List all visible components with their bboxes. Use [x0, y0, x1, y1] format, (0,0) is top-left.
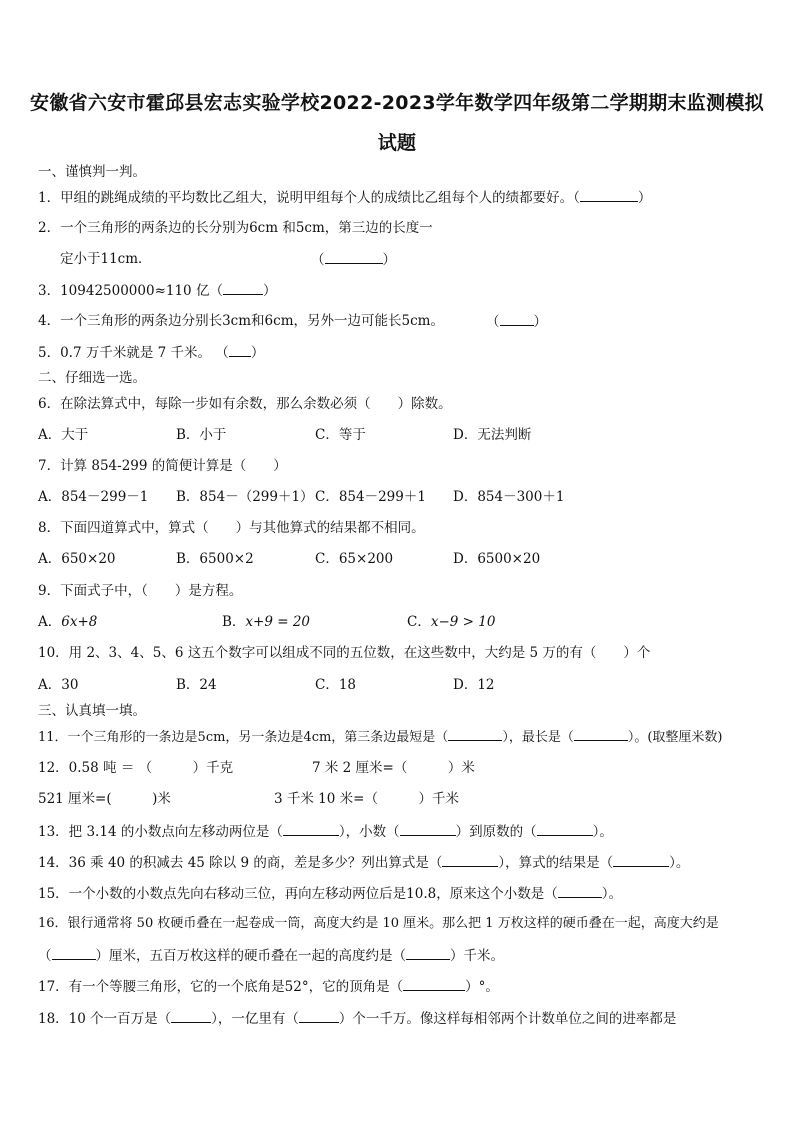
question-12: 12．0.58 吨 ＝ （ ）千克 [38, 760, 234, 776]
answer-blank[interactable] [223, 281, 263, 295]
answer-blank[interactable] [537, 822, 593, 836]
answer-blank[interactable] [283, 822, 339, 836]
answer-blank[interactable] [299, 1009, 339, 1023]
option-c[interactable]: C．854－299＋1 [315, 489, 426, 505]
question-7: 7．计算 854-299 的简便计算是（ ） [38, 458, 287, 474]
option-a[interactable]: A．854－299－1 [38, 489, 149, 505]
answer-blank[interactable] [52, 946, 96, 960]
option-d[interactable]: D．12 [453, 677, 495, 693]
option-d[interactable]: D．854－300＋1 [453, 489, 565, 505]
option-a[interactable]: A．大于 [38, 427, 89, 443]
question-13: 13．把 3.14 的小数点向左移动两位是（ ），小数（ ）到原数的（ ）。 [38, 824, 613, 840]
option-b[interactable]: B．6500×2 [176, 551, 254, 567]
question-8: 8．下面四道算式中，算式（ ）与其他算式的结果都不相同。 [38, 520, 425, 536]
question-16: 16．银行通常将 50 枚硬币叠在一起卷成一筒，高度大约是 10 厘米。那么把 1 万枚这样的硬币叠在一起，高度大约是 [38, 916, 719, 931]
question-12-part-2: 7 米 2 厘米=（ ）米 [312, 760, 475, 776]
question-3: 3．10942500000≈110 亿（ ） [38, 283, 277, 299]
question-12-part-3: 521 厘米=( )米 [38, 791, 171, 807]
answer-blank[interactable] [613, 853, 669, 867]
question-15: 15．一个小数的小数点先向右移动三位，再向左移动两位后是10.8，原来这个小数是（ ）。 [38, 886, 622, 902]
question-1: 1．甲组的跳绳成绩的平均数比乙组大，说明甲组每个人的成绩比乙组每个人的绩都要好。（ ） [38, 190, 652, 206]
answer-blank[interactable] [442, 853, 498, 867]
question-17: 17．有一个等腰三角形，它的一个底角是52°，它的顶角是（ ）°。 [38, 979, 499, 995]
option-b[interactable]: B．854－（299＋1） [176, 489, 314, 505]
section-heading-1: 一、谨慎判一判。 [38, 164, 146, 180]
question-11: 11．一个三角形的一条边是5cm，另一条边是4cm，第三条边最短是（ ），最长是（ ）。(取整厘米数) [38, 727, 722, 747]
option-a[interactable]: A．650×20 [38, 551, 116, 567]
answer-blank[interactable] [500, 312, 534, 326]
answer-blank[interactable] [171, 1009, 211, 1023]
answer-blank[interactable] [400, 822, 456, 836]
question-2: 2．一个三角形的两条边的长分别为6cm 和5cm，第三边的长度一 [38, 220, 433, 236]
question-6: 6．在除法算式中，每除一步如有余数，那么余数必须（ ）除数。 [38, 396, 452, 412]
question-4: 4．一个三角形的两条边分别长3cm和6cm，另外一边可能长5cm。 [38, 313, 444, 329]
answer-blank[interactable] [448, 727, 502, 741]
question-14: 14．36 乘 40 的积减去 45 除以 9 的商，差是多少？列出算式是（ ），算式的结果是（ ）。 [38, 855, 690, 871]
option-d[interactable]: D．6500×20 [453, 551, 541, 567]
answer-blank[interactable] [325, 250, 383, 264]
option-b[interactable]: B．x+9 = 20 [222, 614, 311, 630]
question-10: 10．用 2、3、4、5、6 这五个数字可以组成不同的五位数，在这些数中，大约是 5 万的有（ ）个 [38, 645, 651, 661]
option-a[interactable]: A．6x+8 [38, 614, 98, 630]
page-title-continued: 试题 [377, 132, 417, 154]
question-12-part-4: 3 千米 10 米=（ ）千米 [274, 791, 459, 807]
answer-blank[interactable] [574, 727, 628, 741]
question-9: 9．下面式子中，（ ）是方程。 [38, 583, 243, 599]
section-heading-2: 二、仔细选一选。 [38, 370, 146, 386]
option-c[interactable]: C．65×200 [315, 551, 394, 567]
answer-blank[interactable] [403, 977, 465, 991]
answer-blank[interactable] [558, 884, 602, 898]
page-title: 安徽省六安市霍邱县宏志实验学校2022-2023学年数学四年级第二学期期末监测模拟 [30, 92, 764, 114]
question-16-continued: （ ）厘米，五百万枚这样的硬币叠在一起的高度约是（ ）千米。 [38, 948, 504, 964]
option-a[interactable]: A．30 [38, 677, 79, 693]
option-c[interactable]: C．x−9 > 10 [407, 614, 496, 630]
section-heading-3: 三、认真填一填。 [38, 703, 146, 719]
option-b[interactable]: B．小于 [176, 427, 227, 443]
answer-blank[interactable] [406, 946, 450, 960]
option-b[interactable]: B．24 [176, 677, 217, 693]
question-18: 18．10 个一百万是（ ），一亿里有（ ）个一千万。像这样每相邻两个计数单位之间的进率都是 [38, 1011, 677, 1027]
question-2-continued: 定小于11cm． [60, 251, 152, 267]
answer-blank[interactable] [229, 343, 251, 357]
option-c[interactable]: C．18 [315, 677, 357, 693]
option-d[interactable]: D．无法判断 [453, 427, 532, 443]
answer-blank[interactable] [580, 188, 638, 202]
question-4-answer: （ ） [486, 314, 547, 330]
option-c[interactable]: C．等于 [315, 427, 366, 443]
question-2-answer: （ ） [311, 252, 396, 268]
question-5: 5．0.7 万千米就是 7 千米。 （ ） [38, 345, 265, 361]
